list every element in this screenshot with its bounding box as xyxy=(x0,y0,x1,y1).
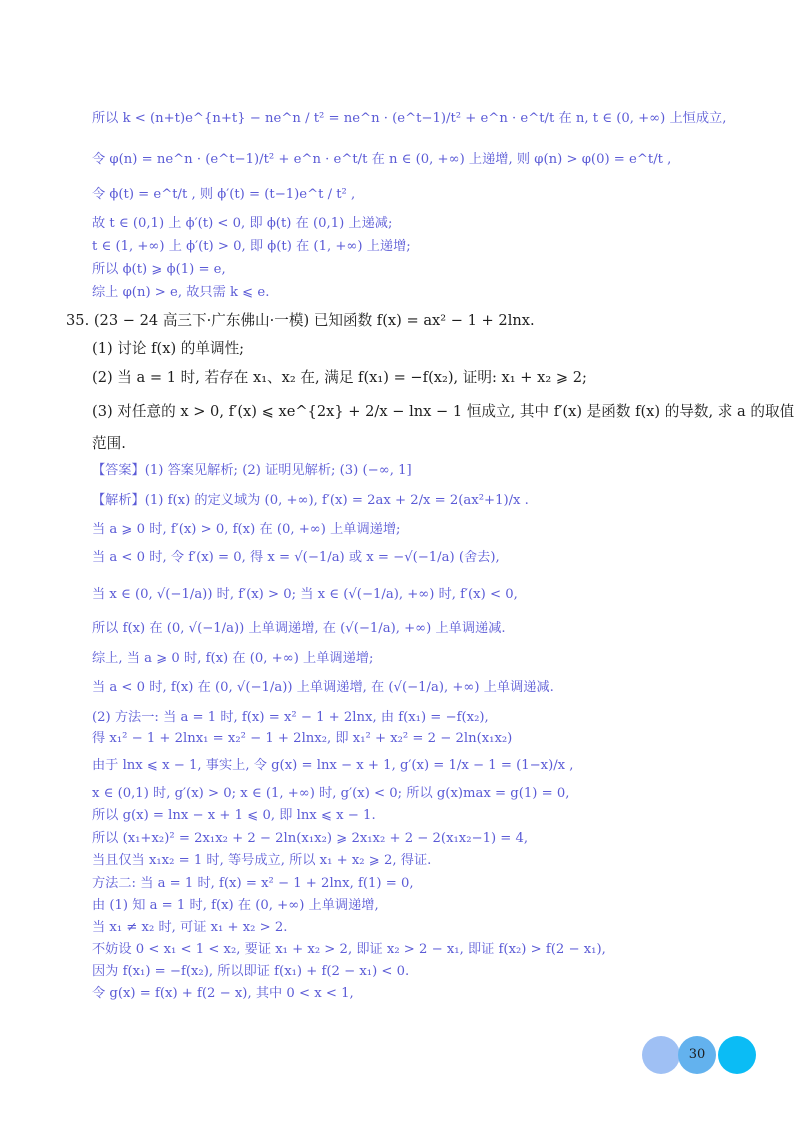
analysis-line: 由于 lnx ⩽ x − 1, 事实上, 令 g(x) = lnx − x + 1, g′(x) = 1/x − 1 = (1−x)/x , xyxy=(92,758,574,773)
solution-line: 令 φ(n) = ne^n · (e^t−1)/t² + e^n · e^t/t 在 n ∈ (0, +∞) 上递增, 则 φ(n) > φ(0) = e^t/t , xyxy=(92,152,672,167)
analysis-line: 所以 g(x) = lnx − x + 1 ⩽ 0, 即 lnx ⩽ x − 1. xyxy=(92,808,376,823)
analysis-line: 当 a < 0 时, 令 f′(x) = 0, 得 x = √(−1/a) 或 x = −√(−1/a) (舍去), xyxy=(92,550,500,565)
analysis-line: 当 a ⩾ 0 时, f′(x) > 0, f(x) 在 (0, +∞) 上单调递增; xyxy=(92,522,401,537)
problem-part: 范围. xyxy=(92,435,126,452)
solution-line: 故 t ∈ (0,1) 上 ϕ′(t) < 0, 即 ϕ(t) 在 (0,1) 上递减; xyxy=(92,216,393,231)
analysis-line: 方法二: 当 a = 1 时, f(x) = x² − 1 + 2lnx, f(1) = 0, xyxy=(92,876,414,891)
analysis-line: 不妨设 0 < x₁ < 1 < x₂, 要证 x₁ + x₂ > 2, 即证 x₂ > 2 − x₁, 即证 f(x₂) > f(2 − x₁), xyxy=(92,942,606,957)
solution-line: 所以 ϕ(t) ⩾ ϕ(1) = e, xyxy=(92,262,226,277)
analysis-line: 所以 f(x) 在 (0, √(−1/a)) 上单调递增, 在 (√(−1/a), +∞) 上单调递减. xyxy=(92,621,506,636)
analysis-line: 因为 f(x₁) = −f(x₂), 所以即证 f(x₁) + f(2 − x₁) < 0. xyxy=(92,964,410,979)
problem-part: (2) 当 a = 1 时, 若存在 x₁、x₂ 在, 满足 f(x₁) = −f(x₂), 证明: x₁ + x₂ ⩾ 2; xyxy=(92,369,587,386)
answer-line: 【答案】(1) 答案见解析; (2) 证明见解析; (3) (−∞, 1] xyxy=(92,463,412,478)
decor-circle xyxy=(718,1036,756,1074)
page-number-badge xyxy=(642,1036,762,1076)
analysis-line: 所以 (x₁+x₂)² = 2x₁x₂ + 2 − 2ln(x₁x₂) ⩾ 2x₁x₂ + 2 − 2(x₁x₂−1) = 4, xyxy=(92,831,529,846)
analysis-line: 由 (1) 知 a = 1 时, f(x) 在 (0, +∞) 上单调递增, xyxy=(92,898,379,913)
analysis-line: 当且仅当 x₁x₂ = 1 时, 等号成立, 所以 x₁ + x₂ ⩾ 2, 得证. xyxy=(92,853,432,868)
decor-circle xyxy=(642,1036,680,1074)
analysis-line: 当 a < 0 时, f(x) 在 (0, √(−1/a)) 上单调递增, 在 (√(−1/a), +∞) 上单调递减. xyxy=(92,680,554,695)
solution-line: 所以 k < (n+t)e^{n+t} − ne^n / t² = ne^n · (e^t−1)/t² + e^n · e^t/t 在 n, t ∈ (0, +∞) 上恒成立, xyxy=(92,111,727,126)
problem-source: (23 − 24 高三下·广东佛山·一模) xyxy=(93,312,310,329)
analysis-line: x ∈ (0,1) 时, g′(x) > 0; x ∈ (1, +∞) 时, g′(x) < 0; 所以 g(x)max = g(1) = 0, xyxy=(92,786,570,801)
solution-line: t ∈ (1, +∞) 上 ϕ′(t) > 0, 即 ϕ(t) 在 (1, +∞) 上递增; xyxy=(92,239,411,254)
page-number: 30 xyxy=(688,1047,706,1062)
problem-number: 35. xyxy=(66,312,90,329)
analysis-line: 【解析】(1) f(x) 的定义域为 (0, +∞), f′(x) = 2ax + 2/x = 2(ax²+1)/x . xyxy=(92,493,529,508)
problem-part: (3) 对任意的 x > 0, f′(x) ⩽ xe^{2x} + 2/x − lnx − 1 恒成立, 其中 f′(x) 是函数 f(x) 的导数, 求 a 的取值 xyxy=(92,403,795,420)
analysis-line: (2) 方法一: 当 a = 1 时, f(x) = x² − 1 + 2lnx, 由 f(x₁) = −f(x₂), xyxy=(92,710,489,725)
problem-part: (1) 讨论 f(x) 的单调性; xyxy=(92,340,245,357)
analysis-line: 当 x₁ ≠ x₂ 时, 可证 x₁ + x₂ > 2. xyxy=(92,920,288,935)
solution-line: 令 ϕ(t) = e^t/t , 则 ϕ′(t) = (t−1)e^t / t² , xyxy=(92,187,356,202)
analysis-line: 综上, 当 a ⩾ 0 时, f(x) 在 (0, +∞) 上单调递增; xyxy=(92,651,374,666)
analysis-line: 得 x₁² − 1 + 2lnx₁ = x₂² − 1 + 2lnx₂, 即 x₁² + x₂² = 2 − 2ln(x₁x₂) xyxy=(92,731,513,746)
analysis-line: 令 g(x) = f(x) + f(2 − x), 其中 0 < x < 1, xyxy=(92,986,354,1001)
solution-line: 综上 φ(n) > e, 故只需 k ⩽ e. xyxy=(92,285,270,300)
problem-statement: 已知函数 f(x) = ax² − 1 + 2lnx. xyxy=(313,312,535,329)
problem-header xyxy=(66,312,535,330)
analysis-line: 当 x ∈ (0, √(−1/a)) 时, f′(x) > 0; 当 x ∈ (√(−1/a), +∞) 时, f′(x) < 0, xyxy=(92,587,518,602)
